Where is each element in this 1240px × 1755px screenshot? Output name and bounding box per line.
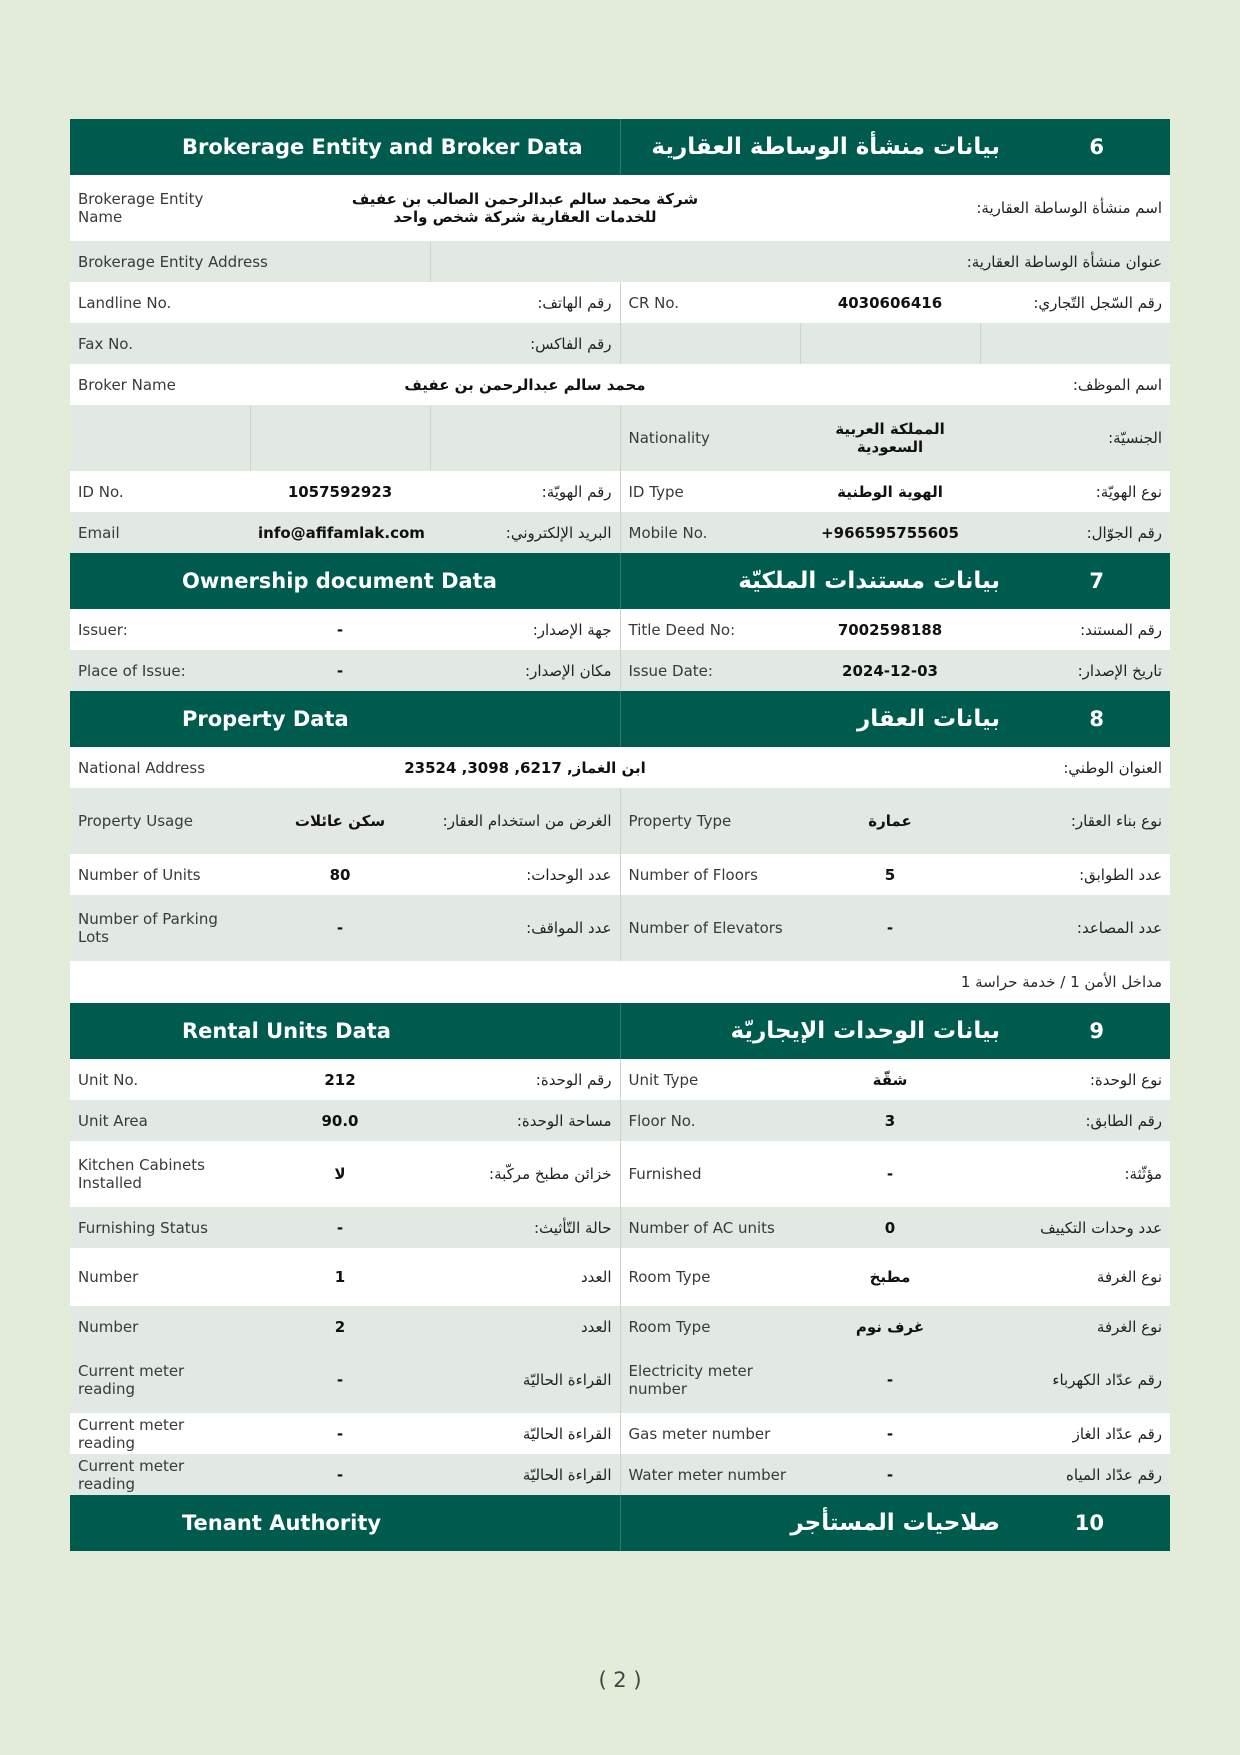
room-number-label-en: Number [70, 1248, 250, 1306]
nationality-label-en: Nationality [620, 405, 800, 471]
elevators-label-ar: عدد المصاعد: [980, 895, 1170, 961]
room-type-value: مطبخ [800, 1248, 980, 1306]
table-row [70, 1248, 1170, 1306]
place-label-ar: مكان الإصدار: [430, 650, 620, 691]
issue-date-label-en: Issue Date: [620, 650, 800, 691]
kitchen-value: لا [250, 1141, 430, 1207]
nationality-line-2: السعودية [856, 438, 924, 456]
unit-area-value: 90.0 [250, 1100, 430, 1141]
meter-reading-value: - [250, 1454, 430, 1495]
id-type-value: الهوية الوطنية [800, 471, 980, 512]
table-row [70, 323, 1170, 364]
table-row [70, 1347, 1170, 1413]
room-number-value: 1 [250, 1248, 430, 1306]
section-8-title-ar: بيانات العقار [857, 706, 1001, 732]
table-row [70, 1100, 1170, 1141]
section-8-title-ar-cell [620, 691, 1170, 747]
id-label-en: ID No. [70, 471, 250, 512]
usage-value: سكن عائلات [250, 788, 430, 854]
gas-meter-label-ar: رقم عدّاد الغاز [980, 1413, 1170, 1454]
contract-page [70, 119, 1170, 1551]
place-value: - [250, 650, 430, 691]
email-label-en: Email [70, 512, 250, 553]
mobile-label-ar: رقم الجوّال: [980, 512, 1170, 553]
water-meter-label-en: Water meter number [620, 1454, 800, 1495]
table-row [70, 747, 1170, 788]
empty-cell [620, 323, 800, 364]
table-row [70, 282, 1170, 323]
section-7-header [70, 553, 1170, 609]
entity-address-value [430, 241, 800, 282]
cr-label-en: CR No. [620, 282, 800, 323]
entity-name-label-en: Brokerage Entity Name [70, 175, 250, 241]
section-6-header [70, 119, 1170, 175]
parking-label-ar: عدد المواقف: [430, 895, 620, 961]
floors-label-ar: عدد الطوابق: [980, 854, 1170, 895]
id-label-ar: رقم الهويّة: [430, 471, 620, 512]
section-8-number: 8 [1089, 707, 1105, 731]
empty-cell [430, 405, 620, 471]
gas-meter-value: - [800, 1413, 980, 1454]
unit-no-label-en: Unit No. [70, 1059, 250, 1100]
section-7-title-ar: بيانات مستندات الملكيّة [738, 568, 1001, 594]
table-row [70, 961, 1170, 1003]
table-row [70, 1059, 1170, 1100]
cr-label-ar: رقم السّجل التّجاري: [980, 282, 1170, 323]
units-label-en: Number of Units [70, 854, 250, 895]
floors-label-en: Number of Floors [620, 854, 800, 895]
usage-label-en: Property Usage [70, 788, 250, 854]
water-meter-label-ar: رقم عدّاد المياه [980, 1454, 1170, 1495]
floor-no-value: 3 [800, 1100, 980, 1141]
floor-no-label-en: Floor No. [620, 1100, 800, 1141]
units-label-ar: عدد الوحدات: [430, 854, 620, 895]
furnishing-status-value: - [250, 1207, 430, 1248]
elevators-value: - [800, 895, 980, 961]
fax-label-en: Fax No. [70, 323, 250, 364]
meter-reading-value: - [250, 1347, 430, 1413]
table-row [70, 175, 1170, 241]
unit-area-label-ar: مساحة الوحدة: [430, 1100, 620, 1141]
room-number-label-en: Number [70, 1306, 250, 1347]
table-row [70, 241, 1170, 282]
unit-area-label-en: Unit Area [70, 1100, 250, 1141]
section-9-header [70, 1003, 1170, 1059]
electricity-meter-label-en: Electricity meter number [620, 1347, 800, 1413]
section-6-title-ar: بيانات منشأة الوساطة العقارية [651, 134, 1001, 160]
furnishing-status-label-en: Furnishing Status [70, 1207, 250, 1248]
property-note: مداخل الأمن 1 / خدمة حراسة 1 [70, 961, 1170, 1003]
table-row [70, 1207, 1170, 1248]
furnishing-status-label-ar: حالة التّأثيث: [430, 1207, 620, 1248]
issue-date-label-ar: تاريخ الإصدار: [980, 650, 1170, 691]
floors-value: 5 [800, 854, 980, 895]
issuer-label-ar: جهة الإصدار: [430, 609, 620, 650]
section-9-title-ar: بيانات الوحدات الإيجاريّة [730, 1018, 1001, 1044]
section-10-header [70, 1495, 1170, 1551]
meter-reading-label-ar: القراءة الحاليّة [430, 1347, 620, 1413]
id-type-label-ar: نوع الهويّة: [980, 471, 1170, 512]
mobile-value: +966595755605 [800, 512, 980, 553]
ac-units-label-en: Number of AC units [620, 1207, 800, 1248]
section-9-title-en: Rental Units Data [70, 1003, 620, 1059]
room-type-label-en: Room Type [620, 1306, 800, 1347]
section-9-title-ar-cell [620, 1003, 1170, 1059]
table-row [70, 1141, 1170, 1207]
table-row [70, 788, 1170, 854]
section-7-number: 7 [1089, 569, 1105, 593]
deed-label-en: Title Deed No: [620, 609, 800, 650]
section-10-number: 10 [1074, 1511, 1105, 1535]
broker-value: محمد سالم عبدالرحمن بن عفيف [250, 364, 800, 405]
landline-value [250, 282, 430, 323]
section-6-number: 6 [1089, 135, 1105, 159]
id-type-label-en: ID Type [620, 471, 800, 512]
nationality-label-ar: الجنسيّة: [980, 405, 1170, 471]
meter-reading-label-ar: القراءة الحاليّة [430, 1413, 620, 1454]
room-type-label-ar: نوع الغرفة [980, 1306, 1170, 1347]
meter-reading-label-en: Current meter reading [70, 1347, 250, 1413]
kitchen-label-en: Kitchen Cabinets Installed [70, 1141, 250, 1207]
table-row [70, 1413, 1170, 1454]
fax-label-ar: رقم الفاكس: [430, 323, 620, 364]
room-number-label-ar: العدد [430, 1248, 620, 1306]
cr-value: 4030606416 [800, 282, 980, 323]
table-row [70, 895, 1170, 961]
property-type-value: عمارة [800, 788, 980, 854]
empty-cell [70, 405, 250, 471]
floor-no-label-ar: رقم الطابق: [980, 1100, 1170, 1141]
entity-address-label-ar: عنوان منشأة الوساطة العقارية: [800, 241, 1170, 282]
section-8-header [70, 691, 1170, 747]
contract-table [70, 119, 1170, 1551]
table-row [70, 471, 1170, 512]
issue-date-value: 2024-12-03 [800, 650, 980, 691]
kitchen-label-ar: خزائن مطبخ مركّبة: [430, 1141, 620, 1207]
furnished-label-en: Furnished [620, 1141, 800, 1207]
section-7-title-ar-cell [620, 553, 1170, 609]
meter-reading-label-en: Current meter reading [70, 1413, 250, 1454]
parking-value: - [250, 895, 430, 961]
table-row [70, 364, 1170, 405]
table-row [70, 854, 1170, 895]
mobile-label-en: Mobile No. [620, 512, 800, 553]
empty-cell [250, 405, 430, 471]
entity-name-line-2: للخدمات العقارية شركة شخص واحد [393, 208, 657, 226]
place-label-en: Place of Issue: [70, 650, 250, 691]
furnished-value: - [800, 1141, 980, 1207]
electricity-meter-value: - [800, 1347, 980, 1413]
room-type-label-ar: نوع الغرفة [980, 1248, 1170, 1306]
email-value: info@afifamlak.com [250, 512, 430, 553]
table-row [70, 512, 1170, 553]
nationality-value [800, 405, 980, 471]
room-number-label-ar: العدد [430, 1306, 620, 1347]
national-address-label-en: National Address [70, 747, 250, 788]
email-label-ar: البريد الإلكتروني: [430, 512, 620, 553]
section-10-title-ar-cell [620, 1495, 1170, 1551]
usage-label-ar: الغرض من استخدام العقار: [430, 788, 620, 854]
property-type-label-en: Property Type [620, 788, 800, 854]
empty-cell [800, 323, 980, 364]
section-8-title-en: Property Data [70, 691, 620, 747]
room-type-value: غرف نوم [800, 1306, 980, 1347]
landline-label-en: Landline No. [70, 282, 250, 323]
section-10-title-ar: صلاحيات المستأجر [790, 1510, 1001, 1536]
meter-reading-value: - [250, 1413, 430, 1454]
furnished-label-ar: مؤثّثة: [980, 1141, 1170, 1207]
landline-label-ar: رقم الهاتف: [430, 282, 620, 323]
room-type-label-en: Room Type [620, 1248, 800, 1306]
section-9-number: 9 [1089, 1019, 1105, 1043]
table-row [70, 609, 1170, 650]
broker-label-ar: اسم الموظف: [800, 364, 1170, 405]
section-7-title-en: Ownership document Data [70, 553, 620, 609]
section-6-title-ar-cell [620, 119, 1170, 175]
section-6-title-en: Brokerage Entity and Broker Data [70, 119, 620, 175]
ac-units-label-ar: عدد وحدات التكييف [980, 1207, 1170, 1248]
parking-label-en: Number of Parking Lots [70, 895, 250, 961]
empty-cell [980, 323, 1170, 364]
property-type-label-ar: نوع بناء العقار: [980, 788, 1170, 854]
unit-no-label-ar: رقم الوحدة: [430, 1059, 620, 1100]
issuer-value: - [250, 609, 430, 650]
elevators-label-en: Number of Elevators [620, 895, 800, 961]
room-number-value: 2 [250, 1306, 430, 1347]
unit-type-value: شقّة [800, 1059, 980, 1100]
page-number: ( 2 ) [598, 1668, 642, 1692]
entity-name-label-ar: اسم منشأة الوساطة العقارية: [800, 175, 1170, 241]
deed-value: 7002598188 [800, 609, 980, 650]
unit-no-value: 212 [250, 1059, 430, 1100]
table-row [70, 405, 1170, 471]
national-address-label-ar: العنوان الوطني: [800, 747, 1170, 788]
table-row [70, 650, 1170, 691]
unit-type-label-en: Unit Type [620, 1059, 800, 1100]
fax-value [250, 323, 430, 364]
entity-name-line-1: شركة محمد سالم عبدالرحمن الصالب بن عفيف [351, 190, 699, 208]
electricity-meter-label-ar: رقم عدّاد الكهرباء [980, 1347, 1170, 1413]
water-meter-value: - [800, 1454, 980, 1495]
nationality-line-1: المملكة العربية [835, 420, 945, 438]
gas-meter-label-en: Gas meter number [620, 1413, 800, 1454]
national-address-value: ابن الغماز, 6217, 3098, 23524 [250, 747, 800, 788]
units-value: 80 [250, 854, 430, 895]
entity-address-label-en: Brokerage Entity Address [70, 241, 430, 282]
deed-label-ar: رقم المستند: [980, 609, 1170, 650]
table-row [70, 1454, 1170, 1495]
meter-reading-label-en: Current meter reading [70, 1454, 250, 1495]
meter-reading-label-ar: القراءة الحاليّة [430, 1454, 620, 1495]
ac-units-value: 0 [800, 1207, 980, 1248]
id-value: 1057592923 [250, 471, 430, 512]
broker-label-en: Broker Name [70, 364, 250, 405]
section-10-title-en: Tenant Authority [70, 1495, 620, 1551]
table-row [70, 1306, 1170, 1347]
unit-type-label-ar: نوع الوحدة: [980, 1059, 1170, 1100]
issuer-label-en: Issuer: [70, 609, 250, 650]
entity-name-value [250, 175, 800, 241]
